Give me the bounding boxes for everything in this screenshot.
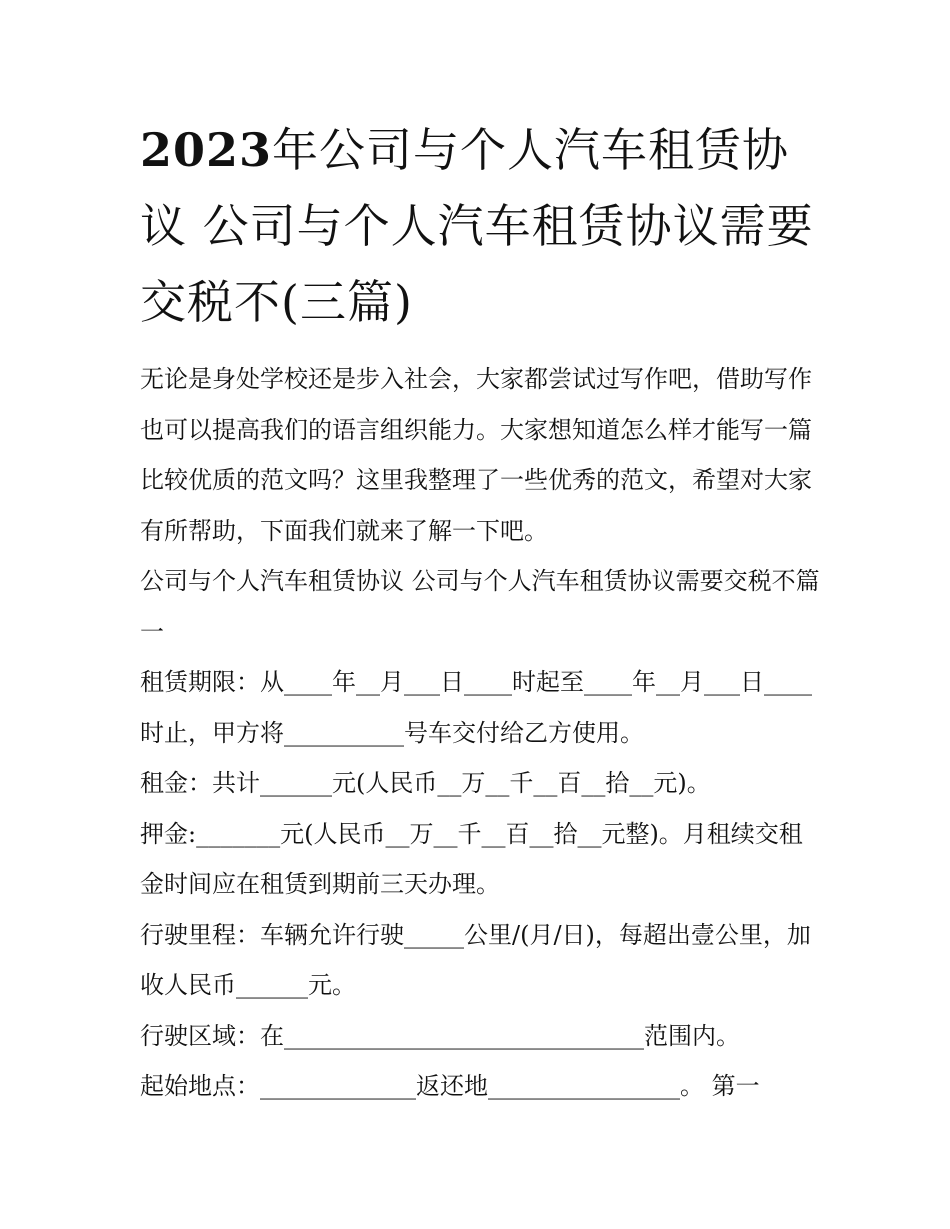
document-title bbox=[140, 112, 820, 340]
intro-paragraph: 无论是身处学校还是步入社会，大家都尝试过写作吧，借助写作也可以提高我们的语言组织能力。大家想知道怎么样才能写一篇比较优质的范文吗？这里我整理了一些优秀的范文，希望对大家有所帮助，下面我们就来了解一下吧。 bbox=[140, 365, 812, 545]
section-heading: 公司与个人汽车租赁协议 公司与个人汽车租赁协议需要交税不篇一 bbox=[140, 567, 820, 646]
document-body bbox=[140, 354, 820, 1112]
mileage-clause: 行驶里程：车辆允许行驶_____公里/(月/日)，每超出壹公里，加收人民币______元。 bbox=[140, 920, 811, 999]
driving-area-clause: 行驶区域：在______________________________范围内。 bbox=[140, 1021, 740, 1050]
pickup-return-clause: 起始地点：_____________返还地________________。 第一 bbox=[140, 1072, 760, 1100]
rent-clause: 租金：共计______元(人民币__万__千__百__拾__元)。 bbox=[140, 769, 711, 797]
deposit-clause: 押金:_______元(人民币__万__千__百__拾__元整)。月租续交租金时间应在租赁到期前三天办理。 bbox=[140, 819, 803, 898]
title-year: 2023 bbox=[140, 123, 273, 177]
title-text: 年公司与个人汽车租赁协议 公司与个人汽车租赁协议需要交税不(三篇) bbox=[140, 123, 814, 329]
lease-term-clause: 租赁期限：从____年__月___日____时起至____年__月___日____时止，甲方将__________号车交付给乙方使用。 bbox=[140, 668, 812, 747]
